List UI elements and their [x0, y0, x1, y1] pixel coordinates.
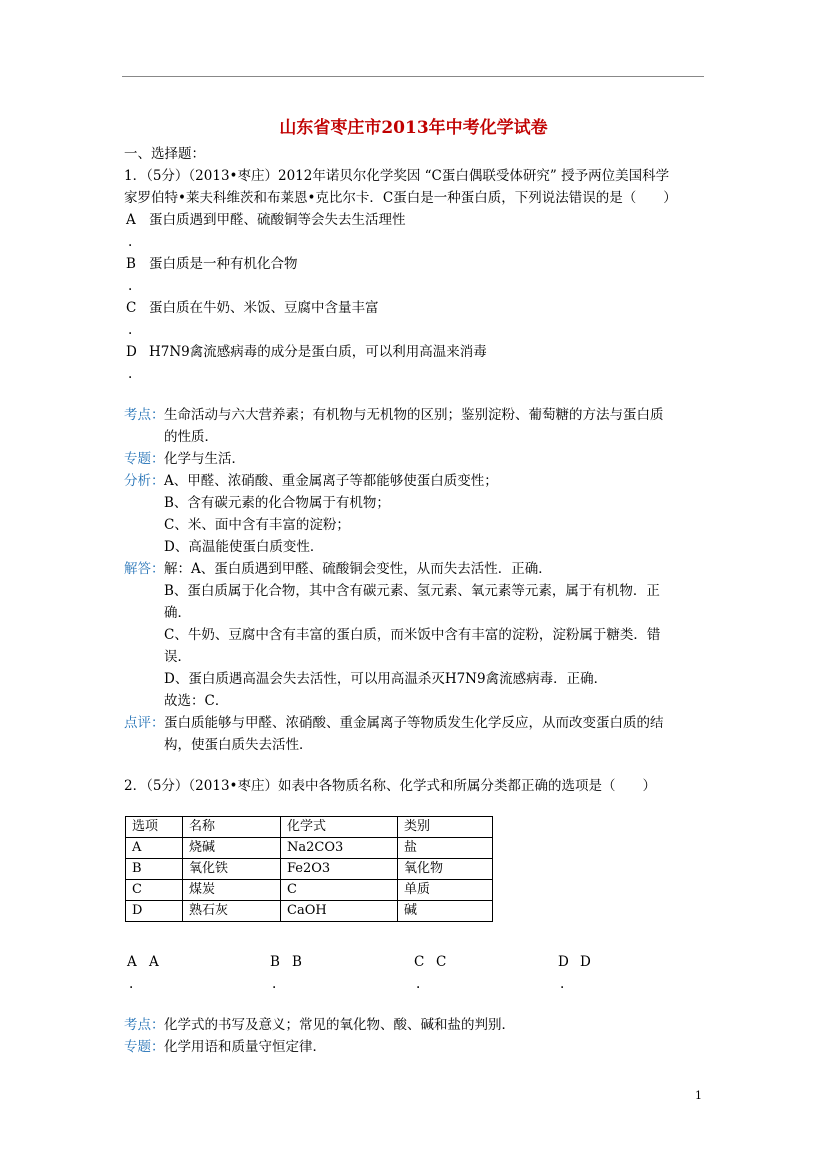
table-cell: 氧化铁 — [183, 859, 281, 880]
q1-fenxi-line: B、含有碳元素的化合物属于有机物； — [164, 495, 390, 511]
table-cell: 熟石灰 — [183, 901, 281, 922]
q1-option-d-text: H7N9禽流感病毒的成分是蛋白质，可以利用高温来消毒 — [149, 344, 487, 360]
q1-jieda-line: 故选：C． — [164, 693, 229, 709]
q2-answer-b-text: B — [292, 954, 302, 970]
q2-answer-d-letter: D — [558, 954, 569, 970]
q1-stem-line1: 1．（5分）（2013•枣庄）2012年诺贝尔化学奖因 “C蛋白偶联受体研究” 授予两位美国科学 — [124, 168, 670, 184]
q1-dianping-line1: 蛋白质能够与甲醛、浓硝酸、重金属离子等物质发生化学反应，从而改变蛋白质的结 — [164, 715, 664, 731]
q1-fenxi-label: 分析： — [124, 473, 165, 489]
q1-dianping-line2: 构，使蛋白质失去活性． — [164, 737, 313, 753]
q1-option-b-letter: B — [126, 256, 136, 272]
q2-answer-b-letter: B — [270, 954, 280, 970]
q2-answer-a-letter: A — [127, 954, 137, 970]
table-cell: CaOH — [281, 901, 398, 922]
q1-option-d-dot: . — [128, 366, 133, 382]
table-cell: 煤炭 — [183, 880, 281, 901]
q1-zhuanti: 化学与生活． — [164, 451, 245, 467]
q1-option-a-dot: . — [128, 234, 133, 250]
q2-zhuanti: 化学用语和质量守恒定律． — [164, 1039, 326, 1055]
table-cell: Fe2O3 — [281, 859, 398, 880]
q2-answer-d-text: D — [580, 954, 591, 970]
q2-kaodian: 化学式的书写及意义；常见的氧化物、酸、碱和盐的判别． — [164, 1017, 515, 1033]
table-cell: C — [126, 880, 183, 901]
page-number: 1 — [695, 1089, 702, 1102]
q1-option-b-dot: . — [128, 278, 133, 294]
table-row — [126, 859, 493, 880]
q1-fenxi-line: A、甲醛、浓硝酸、重金属离子等都能够使蛋白质变性； — [164, 473, 498, 489]
q1-option-c-letter: C — [126, 300, 137, 316]
table-cell: 单质 — [398, 880, 493, 901]
table-header-row — [126, 817, 493, 838]
q2-answer-c-text: C — [436, 954, 447, 970]
q1-dianping-label: 点评： — [124, 715, 165, 731]
q1-jieda-line: 解：A、蛋白质遇到甲醛、硫酸铜会变性，从而失去活性．正确． — [164, 561, 552, 577]
table-row — [126, 901, 493, 922]
q1-jieda-label: 解答： — [124, 561, 165, 577]
table-cell: B — [126, 859, 183, 880]
q1-kaodian-label: 考点： — [124, 407, 165, 423]
q1-kaodian-line1: 生命活动与六大营养素；有机物与无机物的区别；鉴别淀粉、葡萄糖的方法与蛋白质 — [164, 407, 664, 423]
q1-fenxi-line: D、高温能使蛋白质变性． — [164, 539, 324, 555]
q1-option-b-text: 蛋白质是一种有机化合物 — [149, 256, 298, 272]
q2-table — [125, 816, 493, 922]
q2-answer-c-letter: C — [414, 954, 425, 970]
q1-fenxi-line: C、米、面中含有丰富的淀粉； — [164, 517, 350, 533]
q1-zhuanti-label: 专题： — [124, 451, 165, 467]
q1-jieda-line: B、蛋白质属于化合物，其中含有碳元素、氢元素、氧元素等元素，属于有机物．正 — [164, 583, 660, 599]
q2-kaodian-label: 考点： — [124, 1017, 165, 1033]
table-cell: A — [126, 838, 183, 859]
table-cell: D — [126, 901, 183, 922]
table-cell: 盐 — [398, 838, 493, 859]
q2-answer-a-dot: . — [129, 976, 134, 992]
q2-stem: 2．（5分）（2013•枣庄）如表中各物质名称、化学式和所属分类都正确的选项是（ ） — [124, 778, 656, 794]
q1-jieda-line: 确． — [164, 605, 191, 621]
table-header-cell: 类别 — [398, 817, 493, 838]
q1-jieda-line: C、牛奶、豆腐中含有丰富的蛋白质，而米饭中含有丰富的淀粉，淀粉属于糖类．错 — [164, 627, 661, 643]
table-cell: C — [281, 880, 398, 901]
header-rule — [122, 76, 704, 77]
q1-option-a-letter: A — [126, 212, 136, 228]
q2-answer-b-dot: . — [272, 976, 277, 992]
section-heading: 一、选择题： — [124, 146, 205, 162]
table-header-cell: 选项 — [126, 817, 183, 838]
table-row — [126, 880, 493, 901]
q1-jieda-line: 误． — [164, 649, 191, 665]
q2-answer-c-dot: . — [416, 976, 421, 992]
q1-option-d-letter: D — [126, 344, 137, 360]
q1-option-a-text: 蛋白质遇到甲醛、硫酸铜等会失去生活理性 — [149, 212, 406, 228]
q2-answer-a-text: A — [149, 954, 159, 970]
q1-option-c-text: 蛋白质在牛奶、米饭、豆腐中含量丰富 — [149, 300, 379, 316]
table-header-cell: 名称 — [183, 817, 281, 838]
q1-jieda-line: D、蛋白质遇高温会失去活性，可以用高温杀灭H7N9禽流感病毒．正确． — [164, 671, 608, 687]
q2-zhuanti-label: 专题： — [124, 1039, 165, 1055]
table-row — [126, 838, 493, 859]
q1-stem-line2: 家罗伯特•莱夫科维茨和布莱恩•克比尔卡．C蛋白是一种蛋白质，下列说法错误的是（ ） — [124, 190, 677, 206]
table-header-cell: 化学式 — [281, 817, 398, 838]
table-cell: Na2CO3 — [281, 838, 398, 859]
q2-answer-d-dot: . — [560, 976, 565, 992]
q1-kaodian-line2: 的性质． — [164, 429, 218, 445]
table-cell: 氧化物 — [398, 859, 493, 880]
table-cell: 烧碱 — [183, 838, 281, 859]
q1-option-c-dot: . — [128, 322, 133, 338]
page-title: 山东省枣庄市2013年中考化学试卷 — [279, 118, 548, 138]
table-cell: 碱 — [398, 901, 493, 922]
